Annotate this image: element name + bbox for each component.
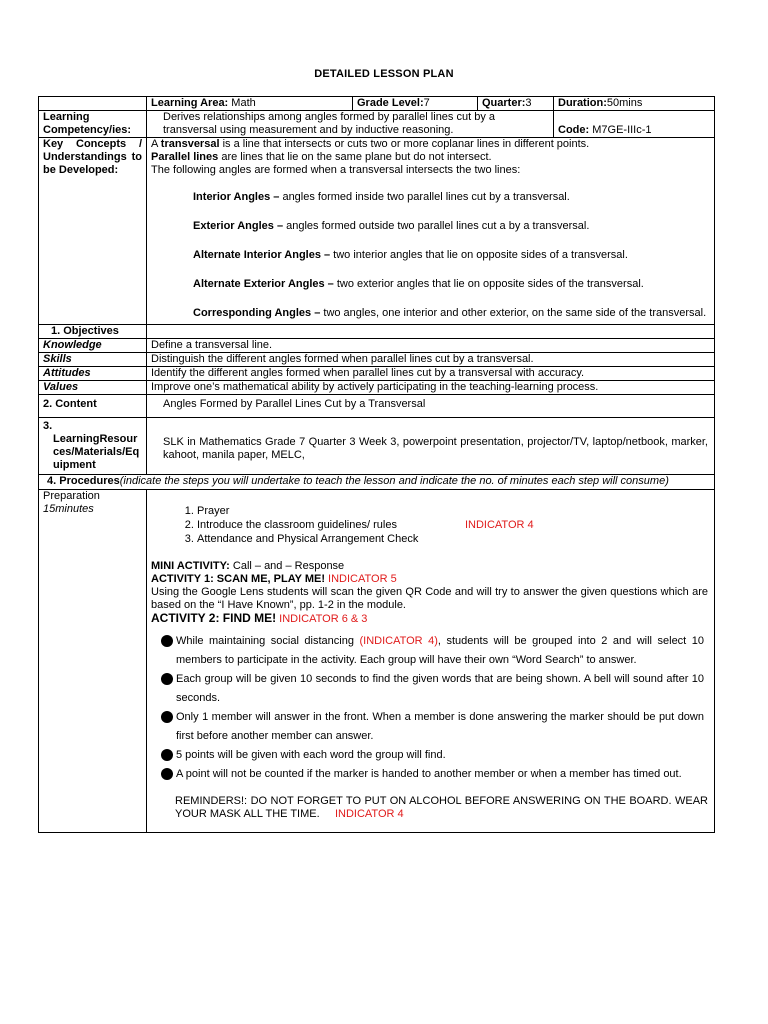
bullet-dot-icon <box>161 749 173 761</box>
competency-row <box>39 111 715 138</box>
preparation-minutes: 15minutes <box>43 503 94 515</box>
resources-label: LearningResources/Materials/Equipment <box>53 433 140 471</box>
header-row <box>39 97 715 111</box>
indicator-label: INDICATOR 4 <box>464 519 534 531</box>
list-item: 2. Introduce the classroom guidelines/ rules INDICATOR 4 <box>197 518 708 532</box>
code-cell: Code: M7GE-IIIc-1 <box>554 111 715 138</box>
objective-row-attitudes <box>39 367 715 381</box>
learning-area-cell: Learning Area: Math <box>147 97 353 111</box>
angles-intro: The following angles are formed when a transversal intersects the two lines: <box>151 164 521 176</box>
lesson-plan-table <box>38 96 715 833</box>
duration-cell: Duration:50mins <box>554 97 715 111</box>
activity-rule-item: 5 points will be given with each word the group will find. <box>151 746 708 765</box>
competency-label: Learning Competency/ies: <box>39 111 147 138</box>
resources-row <box>39 418 715 475</box>
bullet-dot-icon <box>161 711 173 723</box>
activity-rule-item: A point will not be counted if the marker is handed to another member or when a member has timed out. <box>151 765 708 784</box>
preparation-label-cell <box>39 490 147 833</box>
content-text: Angles Formed by Parallel Lines Cut by a Transversal <box>147 395 715 418</box>
objective-row-values <box>39 381 715 395</box>
procedures-note: (indicate the steps you will undertake to teach the lesson and indicate the no. of minutes each step will consume) <box>119 475 669 487</box>
activity-2-heading: ACTIVITY 2: FIND ME! INDICATOR 6 & 3 <box>151 611 368 625</box>
activity-1-heading: ACTIVITY 1: SCAN ME, PLAY ME! INDICATOR 5 <box>151 573 397 585</box>
page-title: DETAILED LESSON PLAN <box>314 68 454 80</box>
objective-row-knowledge <box>39 339 715 353</box>
transversal-definition: A transversal is a line that intersects or cuts two or more coplanar lines in different points. <box>151 138 590 150</box>
preparation-steps <box>151 504 708 546</box>
objective-row-skills <box>39 353 715 367</box>
parallel-lines-definition: Parallel lines are lines that lie on the same plane but do not intersect. <box>151 151 492 163</box>
procedures-row <box>39 475 715 490</box>
mini-activity: MINI ACTIVITY: Call – and – Response <box>151 560 345 572</box>
objective-label: Knowledge <box>39 339 147 353</box>
content-label: 2. Content <box>39 395 147 418</box>
bullet-dot-icon <box>161 635 173 647</box>
activity-rule-item: Each group will be given 10 seconds to find the given words that are being shown. A bell will sound after 10 seconds. <box>151 670 708 708</box>
concept-item: Exterior Angles – angles formed outside two parallel lines cut a by a transversal. <box>193 220 590 232</box>
key-concepts-row <box>39 138 715 325</box>
duration-value: 50mins <box>606 97 643 109</box>
objective-text: Define a transversal line. <box>147 339 715 353</box>
resources-label-cell: 3. LearningResources/Materials/Equipment <box>39 418 147 475</box>
objective-text: Improve one’s mathematical ability by actively participating in the teaching-learning process. <box>147 381 715 395</box>
objective-text: Identify the different angles formed when parallel lines cut by a transversal with accuracy. <box>147 367 715 381</box>
preparation-row <box>39 490 715 833</box>
preparation-label: Preparation <box>43 490 100 502</box>
objectives-heading-row <box>39 325 715 339</box>
objective-label: Values <box>39 381 147 395</box>
concept-item: Interior Angles – angles formed inside two parallel lines cut by a transversal. <box>193 191 570 203</box>
concept-item: Alternate Interior Angles – two interior angles that lie on opposite sides of a transversal. <box>193 249 628 261</box>
indicator-label: (INDICATOR 4) <box>359 635 438 647</box>
code-value: M7GE-IIIc-1 <box>589 124 652 136</box>
activity-rule-item: While maintaining social distancing (INDICATOR 4), students will be grouped into 2 and will select 10 members to participate in the activity. Each group will have their own “Word Search” to answer. <box>151 632 708 670</box>
objective-text: Distinguish the different angles formed when parallel lines cut by a transversal. <box>147 353 715 367</box>
objective-label: Attitudes <box>39 367 147 381</box>
objective-label: Skills <box>39 353 147 367</box>
preparation-cell <box>147 490 715 833</box>
procedures-heading: 4. Procedures(indicate the steps you will undertake to teach the lesson and indicate the no. of minutes each step will consume) <box>39 475 715 490</box>
key-concepts-cell <box>147 138 715 325</box>
grade-level-value: 7 <box>423 97 430 109</box>
bullet-dot-icon <box>161 673 173 685</box>
header-blank-cell <box>39 97 147 111</box>
resources-text: SLK in Mathematics Grade 7 Quarter 3 Week 3, powerpoint presentation, projector/TV, laptop/netbook, marker, kahoot, manila paper, MELC, <box>147 418 715 475</box>
objectives-heading: 1. Objectives <box>39 325 147 339</box>
content-row <box>39 395 715 418</box>
grade-level-cell: Grade Level:7 <box>353 97 478 111</box>
activity-1-text: Using the Google Lens students will scan the given QR Code and will try to answer the given questions which are based on the “I Have Known”, pp. 1-2 in the module. <box>151 586 708 611</box>
concept-item: Alternate Exterior Angles – two exterior angles that lie on opposite sides of the transversal. <box>193 278 644 290</box>
list-item: 3. Attendance and Physical Arrangement Check <box>197 532 708 546</box>
key-concepts-label: Key Concepts / Understandings to be Developed: <box>39 138 147 325</box>
indicator-label: INDICATOR 6 & 3 <box>276 613 368 625</box>
indicator-label: INDICATOR 5 <box>325 573 397 585</box>
reminders: REMINDERS!: DO NOT FORGET TO PUT ON ALCOHOL BEFORE ANSWERING ON THE BOARD. WEAR YOUR MASK ALL THE TIME. INDICATOR 4 <box>175 795 708 820</box>
concept-item: Corresponding Angles – two angles, one interior and other exterior, on the same side of the transversal. <box>193 307 707 319</box>
indicator-label: INDICATOR 4 <box>334 808 404 820</box>
learning-area-value: Math <box>228 97 256 109</box>
competency-text: Derives relationships among angles formed by parallel lines cut by a transversal using measurement and by inductive reasoning. <box>147 111 554 138</box>
quarter-value: 3 <box>525 97 532 109</box>
list-item: 1. Prayer <box>197 504 708 518</box>
activity-rule-item: Only 1 member will answer in the front. When a member is done answering the marker should be put down first before another member can answer. <box>151 708 708 746</box>
bullet-dot-icon <box>161 768 173 780</box>
quarter-cell: Quarter:3 <box>478 97 554 111</box>
